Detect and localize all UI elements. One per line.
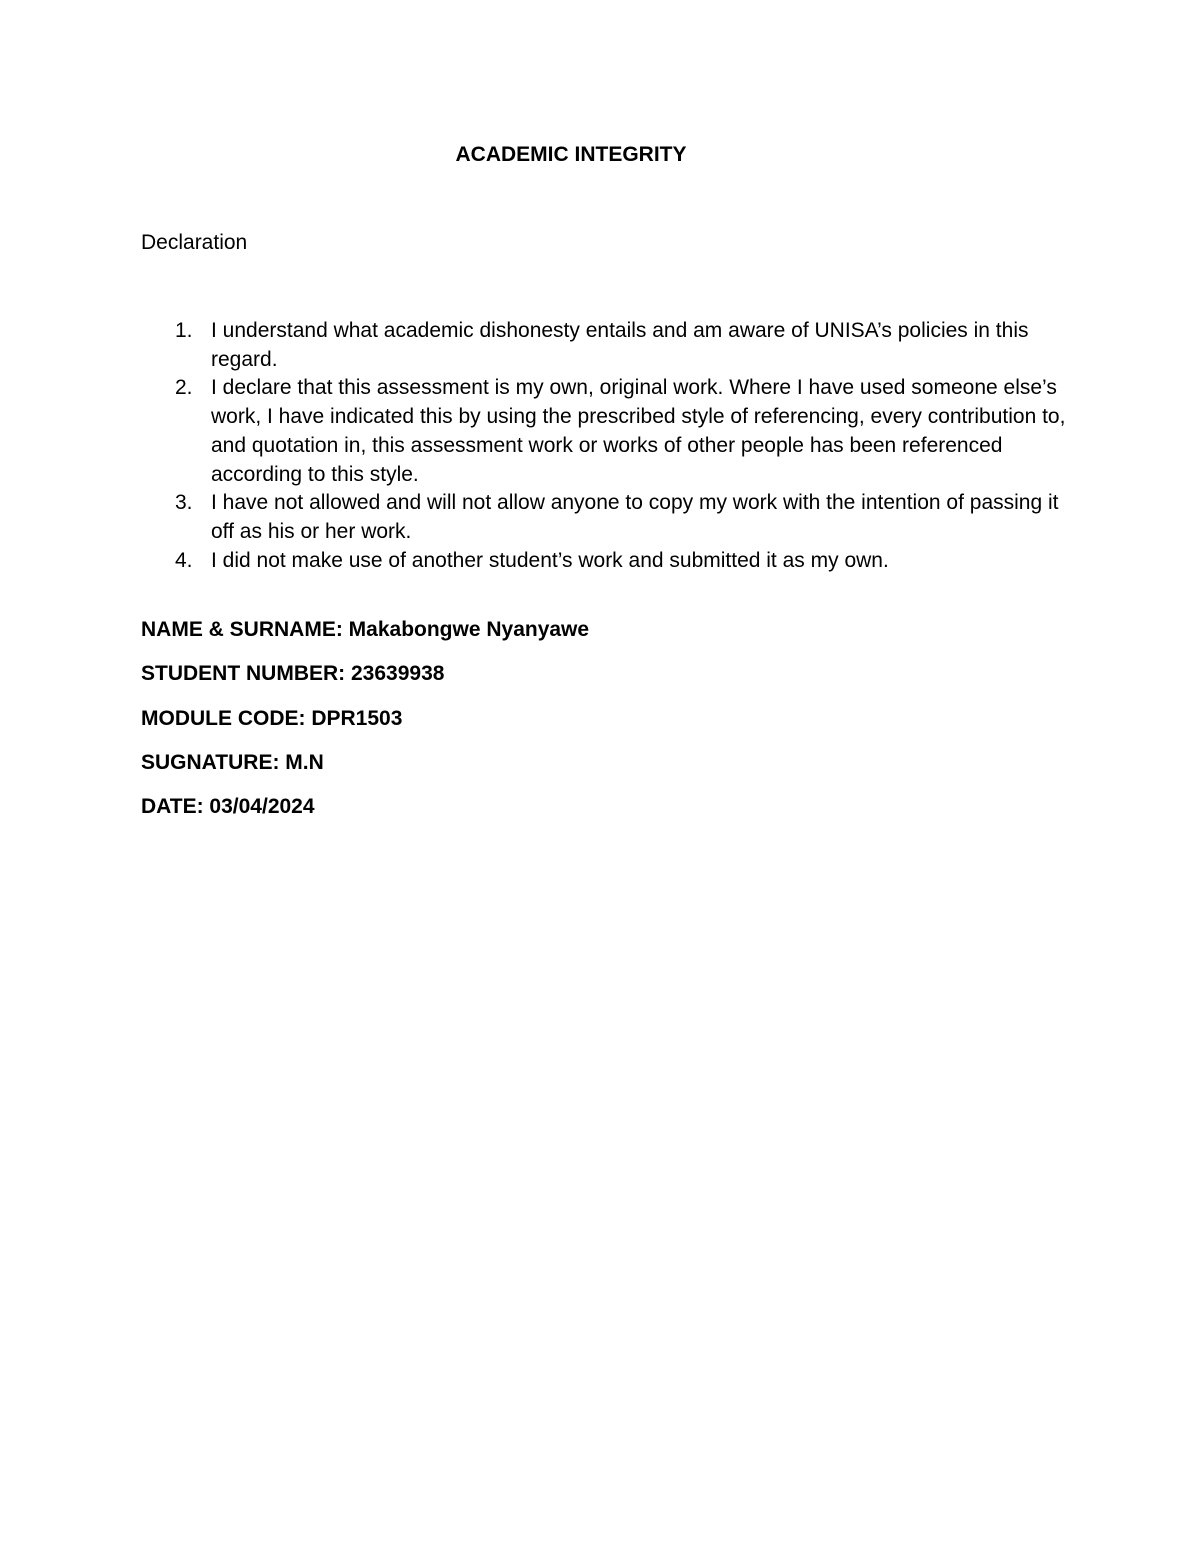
declaration-item <box>141 489 1071 546</box>
declaration-item <box>141 317 1071 374</box>
declaration-item-number: 4. <box>175 548 193 572</box>
declaration-item-number: 1. <box>175 319 193 342</box>
declaration-item-number: 3. <box>175 491 193 515</box>
declaration-item <box>141 374 1071 489</box>
declaration-item-number: 2. <box>175 376 193 400</box>
document-title <box>0 142 1142 168</box>
declaration-item-text: I declare that this assessment is my own, original work. Where I have used someone else’s work, I have indicated this by using the prescribed style of referencing, every contribution to, and quotation in, this assessment work or works of other people has been referenced according to this style. <box>211 376 1066 486</box>
declaration-item-text: I did not make use of another student’s work and submitted it as my own. <box>211 548 889 572</box>
declaration-item-text: I understand what academic dishonesty entails and am aware of UNISA’s policies in this regard. <box>211 319 1029 371</box>
signature-field: SUGNATURE: M.N <box>141 750 324 774</box>
section-heading: Declaration <box>141 231 248 254</box>
name-surname-field: NAME & SURNAME: Makabongwe Nyanyawe <box>141 618 590 641</box>
declaration-item <box>141 547 1071 576</box>
declaration-item-text: I have not allowed and will not allow anyone to copy my work with the intention of passing it off as his or her work. <box>211 491 1059 543</box>
date-field: DATE: 03/04/2024 <box>141 795 315 819</box>
student-number-field: STUDENT NUMBER: 23639938 <box>141 662 445 686</box>
declaration-list <box>141 317 1071 575</box>
module-code-field: MODULE CODE: DPR1503 <box>141 706 403 730</box>
student-details <box>141 617 589 838</box>
document-title-text: ACADEMIC INTEGRITY <box>455 143 687 166</box>
